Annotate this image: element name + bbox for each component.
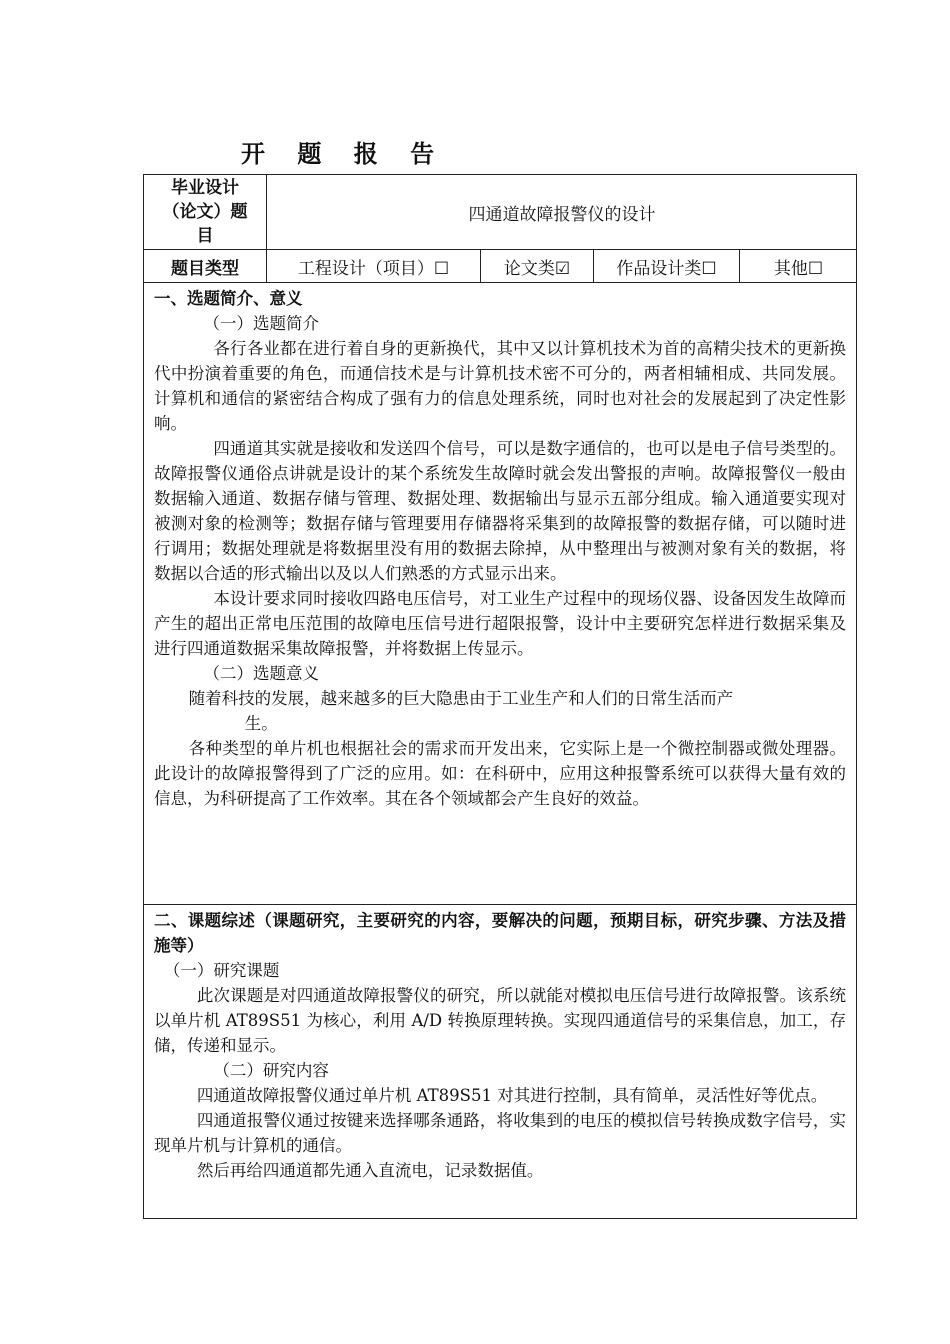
paragraph: 各种类型的单片机也根据社会的需求而开发出来，它实际上是一个微控制器或微处理器。此设计的故障报警得到了广泛的应用。如：在科研中，应用这种报警系统可以获得大量有效的信息，为科研提高了工作效率。其在各个领域都会产生良好的效益。 (154, 739, 846, 808)
subsection-heading: （一）选题简介 (203, 314, 319, 333)
topic-label: 毕业设计（论文）题目 (162, 178, 248, 246)
type-option-work-design[interactable]: 作品设计类☐ (616, 258, 717, 279)
paragraph: 四通道其实就是接收和发送四个信号，可以是数字通信的，也可以是电子信号类型的。故障报警仪通俗点讲就是设计的某个系统发生故障时就会发出警报的声响。故障报警仪一般由数据输入通道、数据存储与管理、数据处理、数据输出与显示五部分组成。输入通道要实现对被测对象的检测等；数据存储与管理要用存储器将采集到的故障报警的数据存储，可以随时进行调用；数据处理就是将数据里没有用的数据去除掉，从中整理出与被测对象有关的数据，将数据以合适的形式输出以及以人们熟悉的方式显示出来。 (154, 439, 846, 583)
page-title: 开 题 报 告 (241, 140, 447, 168)
paragraph: 本设计要求同时接收四路电压信号，对工业生产过程中的现场仪器、设备因发生故障而产生的超出正常电压范围的故障电压信号进行超限报警，设计中主要研究怎样进行数据采集及进行四通道数据采集故障报警，并将数据上传显示。 (154, 589, 846, 658)
type-option-thesis[interactable]: 论文类☑ (503, 258, 571, 279)
report-table (143, 174, 857, 1219)
type-label: 题目类型 (171, 258, 239, 279)
subsection-heading: （一）研究课题 (163, 961, 280, 980)
topic-value: 四通道故障报警仪的设计 (468, 204, 656, 225)
row-divider (144, 282, 856, 283)
paragraph: 四通道故障报警仪通过单片机 AT89S51 对其进行控制，具有简单，灵活性好等优点。 (196, 1086, 828, 1105)
row-divider (144, 904, 856, 905)
section-intro (154, 286, 846, 811)
section-heading: 一、选题简介、意义 (154, 289, 303, 308)
paragraph: 生。 (244, 714, 278, 733)
paragraph: 然后再给四通道都先通入直流电，记录数据值。 (196, 1161, 544, 1180)
subsection-heading: （二）选题意义 (203, 664, 319, 683)
paragraph: 四通道报警仪通过按键来选择哪条通路，将收集到的电压的模拟信号转换成数字信号，实现单片机与计算机的通信。 (154, 1111, 846, 1155)
paragraph: 此次课题是对四通道故障报警仪的研究，所以就能对模拟电压信号进行故障报警。该系统以单片机 AT89S51 为核心，利用 A/D 转换原理转换。实现四通道信号的采集信息，加工，存储，传递和显示。 (154, 986, 846, 1055)
type-option-other[interactable]: 其他☐ (773, 258, 824, 279)
paragraph: 各行各业都在进行着自身的更新换代，其中又以计算机技术为首的高精尖技术的更新换代中扮演着重要的角色，而通信技术是与计算机技术密不可分的，两者相辅相成、共同发展。计算机和通信的紧密结合构成了强有力的信息处理系统，同时也对社会的发展起到了决定性影响。 (154, 339, 846, 433)
section-heading: 二、课题综述（课题研究，主要研究的内容，要解决的问题，预期目标，研究步骤、方法及措施等） (154, 911, 846, 955)
section-review (154, 908, 846, 1183)
subsection-heading: （二）研究内容 (213, 1061, 329, 1080)
paragraph: 随着科技的发展，越来越多的巨大隐患由于工业生产和人们的日常生活而产 (188, 689, 734, 708)
type-option-engineering[interactable]: 工程设计（项目）☐ (297, 258, 450, 279)
